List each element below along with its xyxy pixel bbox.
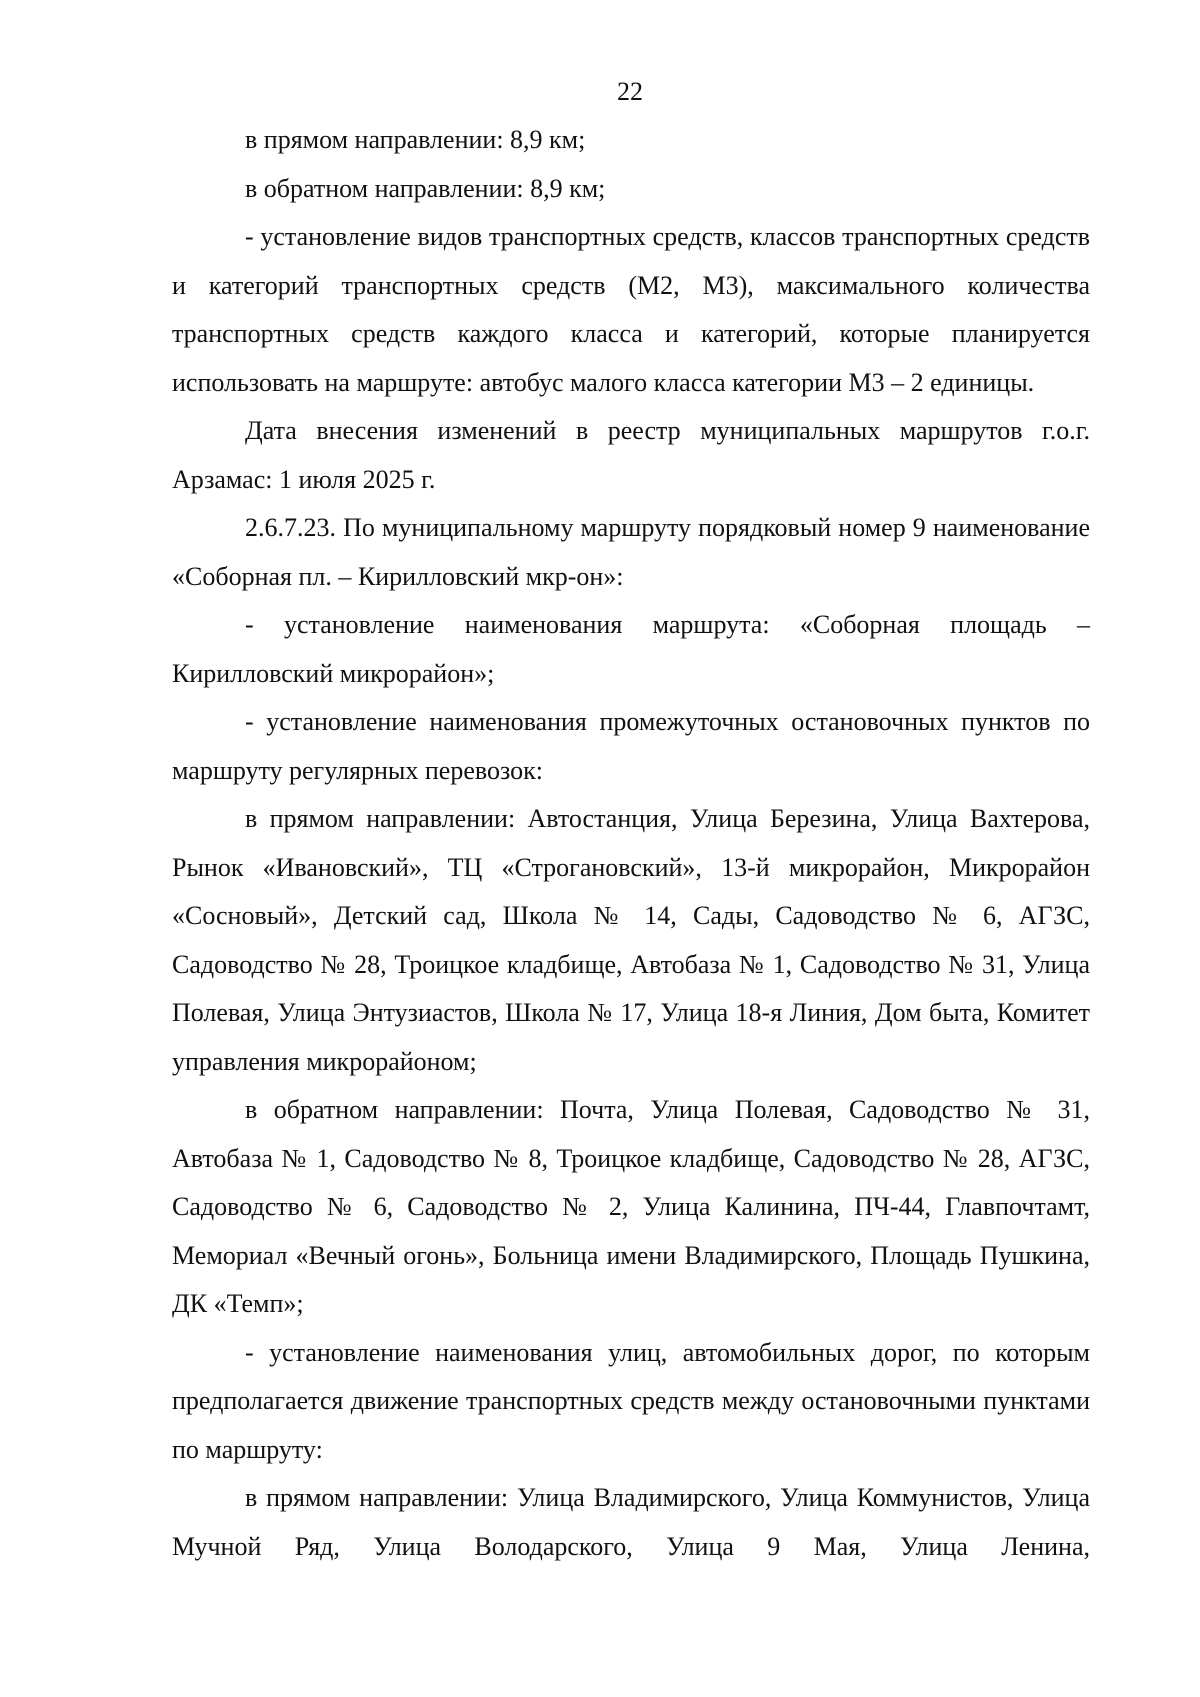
paragraph-backward-distance: в обратном направлении: 8,9 км; — [245, 173, 606, 203]
paragraph-route-name: - установление наименования маршрута: «Соборная площадь – Кирилловский микрорайон»; — [172, 610, 1090, 688]
document-body — [172, 116, 1090, 1571]
paragraph-route-heading: 2.6.7.23. По муниципальному маршруту порядковый номер 9 наименование «Соборная пл. – Кирилловский мкр-он»: — [172, 513, 1090, 591]
paragraph-forward-distance: в прямом направлении: 8,9 км; — [245, 125, 586, 154]
page-number: 22 — [617, 77, 643, 106]
paragraph-stops-backward: в обратном направлении: Почта, Улица Полевая, Садоводство № 31, Автобаза № 1, Садоводство № 8, Троицкое кладбище, Садоводство № 28, АГЗС, Садоводство № 6, Садоводство № 2, Улица Калинина, ПЧ-44, Главпочтамт, Мемориал «Вечный огонь», Больница имени Владимирского, Площадь Пушкина, ДК «Темп»; — [172, 1095, 1090, 1318]
paragraph-stops-forward: в прямом направлении: Автостанция, Улица Березина, Улица Вахтерова, Рынок «Ивановский», ТЦ «Строгановский», 13-й микрорайон, Микрорайон «Сосновый», Детский сад, Школа № 14, Сады, Садоводство № 6, АГЗС, Садоводство № 28, Троицкое кладбище, Автобаза № 1, Садоводство № 31, Улица Полевая, Улица Энтузиастов, Школа № 17, Улица 18-я Линия, Дом быта, Комитет управления микрорайоном; — [172, 804, 1090, 1076]
paragraph-registry-date: Дата внесения изменений в реестр муниципальных маршрутов г.о.г. Арзамас: 1 июля 2025 г. — [172, 416, 1090, 494]
paragraph-stops-intro: - установление наименования промежуточных остановочных пунктов по маршруту регулярных перевозок: — [172, 707, 1090, 785]
paragraph-streets-intro: - установление наименования улиц, автомобильных дорог, по которым предполагается движение транспортных средств между остановочными пунктами по маршруту: — [172, 1337, 1090, 1464]
paragraph-streets-forward: в прямом направлении: Улица Владимирского, Улица Коммунистов, Улица Мучной Ряд, Улица Володарского, Улица 9 Мая, Улица Ленина, — [172, 1483, 1090, 1561]
paragraph-vehicle-types: - установление видов транспортных средств, классов транспортных средств и категорий транспортных средств (М2, М3), максимального количества транспортных средств каждого класса и категорий, которые планируется использовать на маршруте: автобус малого класса категории М3 – 2 единицы. — [172, 222, 1090, 397]
